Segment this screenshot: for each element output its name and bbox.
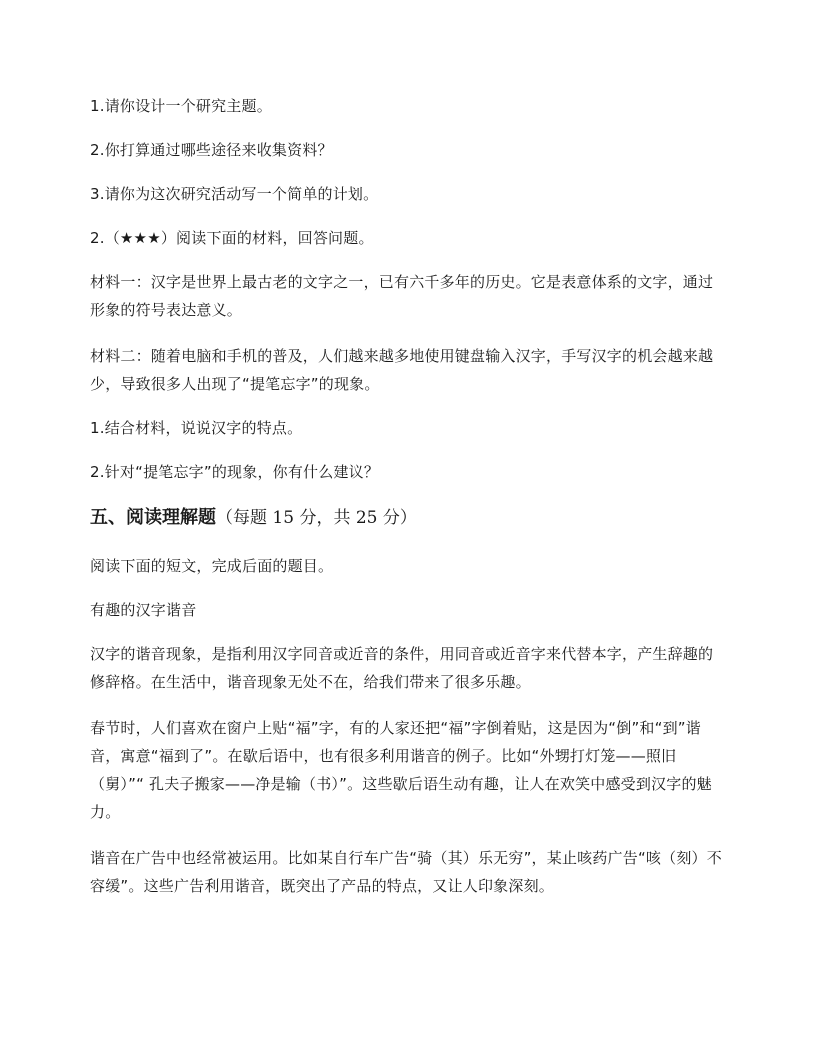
article-paragraph-1: 汉字的谐音现象，是指利用汉字同音或近音的条件，用同音或近音字来代替本字，产生辞趣的修辞格。在生活中，谐音现象无处不在，给我们带来了很多乐趣。 [90, 645, 714, 691]
question-2-intro: 2.（★★★）阅读下面的材料，回答问题。 [90, 229, 374, 247]
reading-instruction: 阅读下面的短文，完成后面的题目。 [90, 557, 334, 575]
section-heading-main: 五、阅读理解题 [90, 507, 216, 528]
article-title: 有趣的汉字谐音 [90, 601, 197, 619]
question-1-3: 3.请你为这次研究活动写一个简单的计划。 [90, 185, 379, 203]
question-2-1: 1.结合材料，说说汉字的特点。 [90, 419, 303, 437]
document-content [90, 92, 726, 916]
article-paragraph-3: 谐音在广告中也经常被运用。比如某自行车广告“骑（其）乐无穷”，某止咳药广告“咳（刻）不容缓”。这些广告利用谐音，既突出了产品的特点，又让人印象深刻。 [90, 849, 722, 895]
material-1: 材料一：汉字是世界上最古老的文字之一，已有六千多年的历史。它是表意体系的文字，通过形象的符号表达意义。 [90, 273, 714, 319]
material-2: 材料二：随着电脑和手机的普及，人们越来越多地使用键盘输入汉字，手写汉字的机会越来越少，导致很多人出现了“提笔忘字”的现象。 [90, 347, 714, 393]
section-heading [90, 504, 726, 532]
question-1-1: 1.请你设计一个研究主题。 [90, 97, 272, 115]
question-2-2: 2.针对“提笔忘字”的现象，你有什么建议？ [90, 463, 380, 481]
article-paragraph-2: 春节时，人们喜欢在窗户上贴“福”字，有的人家还把“福”字倒着贴，这是因为“倒”和“到”谐音，寓意“福到了”。在歇后语中，也有很多利用谐音的例子。比如“外甥打灯笼——照旧（舅）”“ 孔夫子搬家——净是输（书）”。这些歇后语生动有趣，让人在欢笑中感受到汉字的魅力。 [90, 719, 712, 821]
question-1-2: 2.你打算通过哪些途径来收集资料？ [90, 141, 333, 159]
section-heading-score: （每题 15 分，共 25 分） [216, 508, 417, 528]
